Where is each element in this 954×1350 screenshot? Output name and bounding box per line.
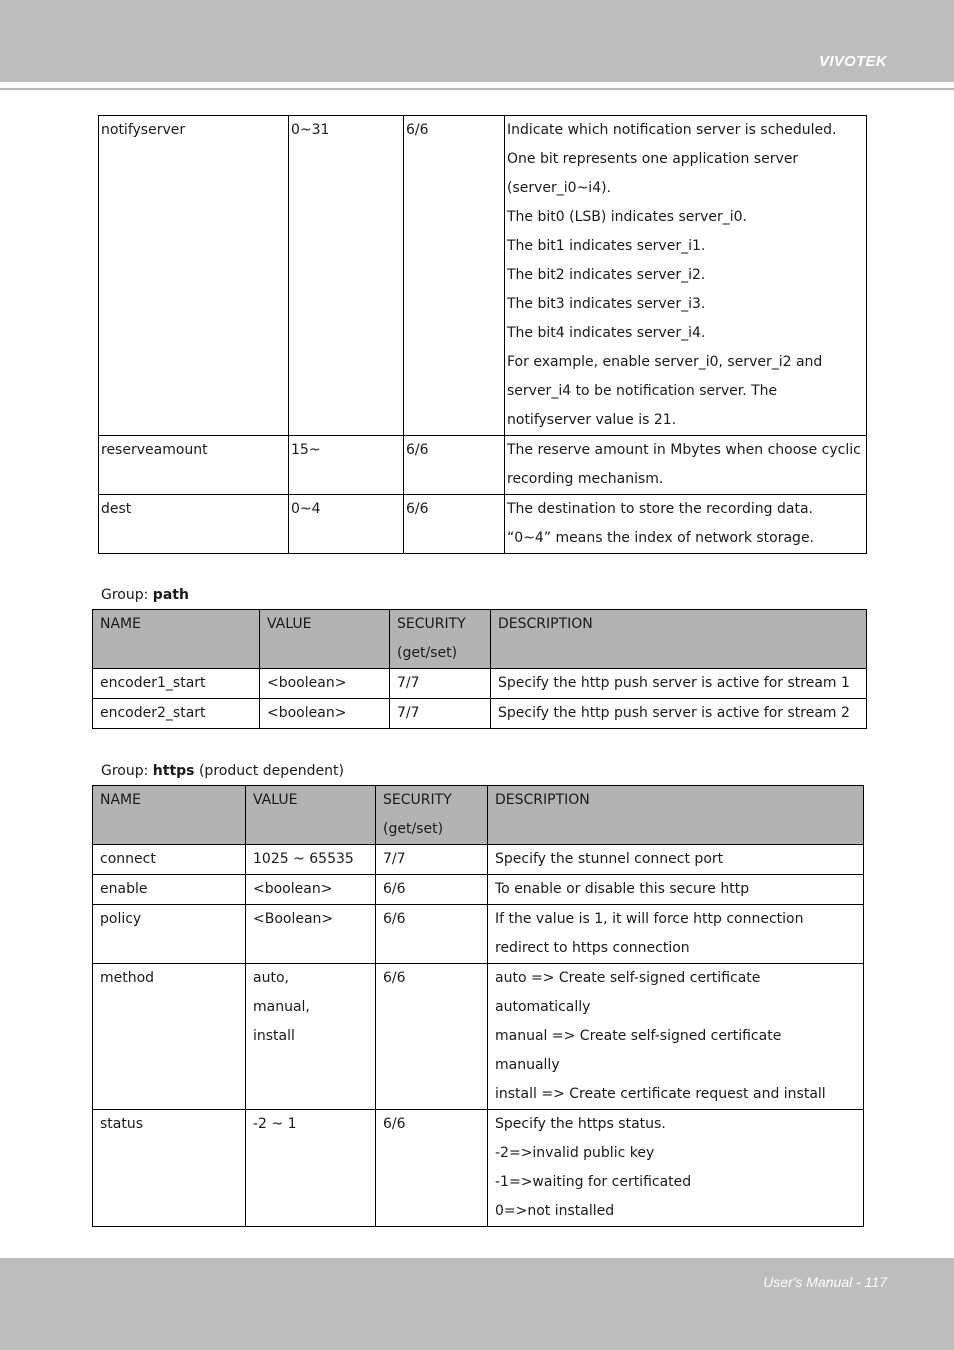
group-heading-path [101, 586, 189, 604]
record-params-table [98, 115, 867, 554]
description-line: -1=>waiting for certificated [495, 1174, 692, 1190]
param-security: 6/6 [376, 1110, 488, 1227]
description-line: (server_i0~i4). [507, 180, 612, 196]
path-params-table [92, 609, 867, 729]
param-description [488, 905, 864, 964]
col-header-security [390, 610, 491, 669]
description-line: One bit represents one application server [507, 151, 799, 167]
description-line: The bit1 indicates server_i1. [507, 238, 706, 254]
param-security: 6/6 [376, 875, 488, 905]
page-header [0, 0, 954, 82]
col-header-name: NAME [93, 786, 246, 845]
group-name: path [152, 587, 189, 603]
param-description: To enable or disable this secure http [488, 875, 864, 905]
group-suffix: (product dependent) [194, 763, 344, 779]
group-prefix: Group: [101, 587, 153, 603]
col-header-security [376, 786, 488, 845]
param-name: encoder2_start [93, 699, 260, 729]
page-footer [0, 1258, 954, 1350]
table-row [99, 495, 867, 554]
param-description [505, 116, 867, 436]
param-name: notifyserver [99, 116, 289, 436]
description-line: The bit2 indicates server_i2. [507, 267, 706, 283]
param-description [505, 436, 867, 495]
param-value: 15~ [289, 436, 404, 495]
param-description [488, 964, 864, 1110]
param-security: 6/6 [404, 436, 505, 495]
param-security: 6/6 [404, 495, 505, 554]
table-row [93, 845, 864, 875]
description-line: install => Create certificate request and install [495, 1086, 826, 1102]
table-row [93, 699, 867, 729]
param-description [488, 1110, 864, 1227]
description-line: If the value is 1, it will force http connection [495, 911, 804, 927]
description-line: Indicate which notification server is scheduled. [507, 122, 837, 138]
description-line: -2=>invalid public key [495, 1145, 655, 1161]
header-line: SECURITY [397, 616, 466, 632]
description-line: 0=>not installed [495, 1203, 615, 1219]
group-heading-https [101, 762, 344, 780]
param-description: Specify the stunnel connect port [488, 845, 864, 875]
param-name: policy [93, 905, 246, 964]
param-description: Specify the http push server is active for stream 2 [491, 699, 867, 729]
param-value: <Boolean> [246, 905, 376, 964]
table-row [93, 875, 864, 905]
param-name: encoder1_start [93, 669, 260, 699]
description-line: The destination to store the recording data. [507, 501, 813, 517]
param-value [246, 964, 376, 1110]
col-header-description: DESCRIPTION [491, 610, 867, 669]
table-row [99, 116, 867, 436]
table-header-row [93, 610, 867, 669]
description-line: recording mechanism. [507, 471, 664, 487]
param-security: 6/6 [404, 116, 505, 436]
description-line: The reserve amount in Mbytes when choose cyclic [507, 442, 861, 458]
description-line: manual => Create self-signed certificate [495, 1028, 782, 1044]
table-row [99, 436, 867, 495]
param-name: connect [93, 845, 246, 875]
group-prefix: Group: [101, 763, 153, 779]
param-name: reserveamount [99, 436, 289, 495]
header-line: (get/set) [383, 821, 444, 837]
description-line: auto => Create self-signed certificate [495, 970, 761, 986]
description-line: automatically [495, 999, 591, 1015]
description-line: The bit3 indicates server_i3. [507, 296, 706, 312]
value-line: manual, [253, 999, 310, 1015]
brand-logo: VIVOTEK [819, 53, 887, 70]
col-header-value: VALUE [260, 610, 390, 669]
col-header-description: DESCRIPTION [488, 786, 864, 845]
page-number: User's Manual - 117 [763, 1274, 887, 1290]
description-line: The bit0 (LSB) indicates server_i0. [507, 209, 748, 225]
param-value: -2 ~ 1 [246, 1110, 376, 1227]
param-value: 0~4 [289, 495, 404, 554]
param-description: Specify the http push server is active for stream 1 [491, 669, 867, 699]
param-name: status [93, 1110, 246, 1227]
param-security: 7/7 [390, 699, 491, 729]
table-row [93, 669, 867, 699]
param-value: <boolean> [246, 875, 376, 905]
table-row [93, 1110, 864, 1227]
header-line: (get/set) [397, 645, 458, 661]
param-value: 0~31 [289, 116, 404, 436]
description-line: The bit4 indicates server_i4. [507, 325, 706, 341]
param-value: <boolean> [260, 669, 390, 699]
table-header-row [93, 786, 864, 845]
param-security: 7/7 [390, 669, 491, 699]
header-line: SECURITY [383, 792, 452, 808]
param-name: dest [99, 495, 289, 554]
table-row [93, 905, 864, 964]
param-security: 6/6 [376, 905, 488, 964]
param-value: <boolean> [260, 699, 390, 729]
description-line: redirect to https connection [495, 940, 690, 956]
value-line: auto, [253, 970, 289, 986]
description-line: manually [495, 1057, 560, 1073]
param-value: 1025 ~ 65535 [246, 845, 376, 875]
table-row [93, 964, 864, 1110]
header-divider [0, 88, 954, 90]
group-name: https [152, 763, 195, 779]
param-name: method [93, 964, 246, 1110]
value-line: install [253, 1028, 295, 1044]
description-line: For example, enable server_i0, server_i2 and [507, 354, 823, 370]
description-line: server_i4 to be notification server. The [507, 383, 778, 399]
description-line: notifyserver value is 21. [507, 412, 677, 428]
description-line: “0~4” means the index of network storage. [507, 530, 815, 546]
param-description [505, 495, 867, 554]
param-security: 7/7 [376, 845, 488, 875]
param-security: 6/6 [376, 964, 488, 1110]
description-line: Specify the https status. [495, 1116, 666, 1132]
https-params-table [92, 785, 864, 1227]
param-name: enable [93, 875, 246, 905]
col-header-value: VALUE [246, 786, 376, 845]
col-header-name: NAME [93, 610, 260, 669]
